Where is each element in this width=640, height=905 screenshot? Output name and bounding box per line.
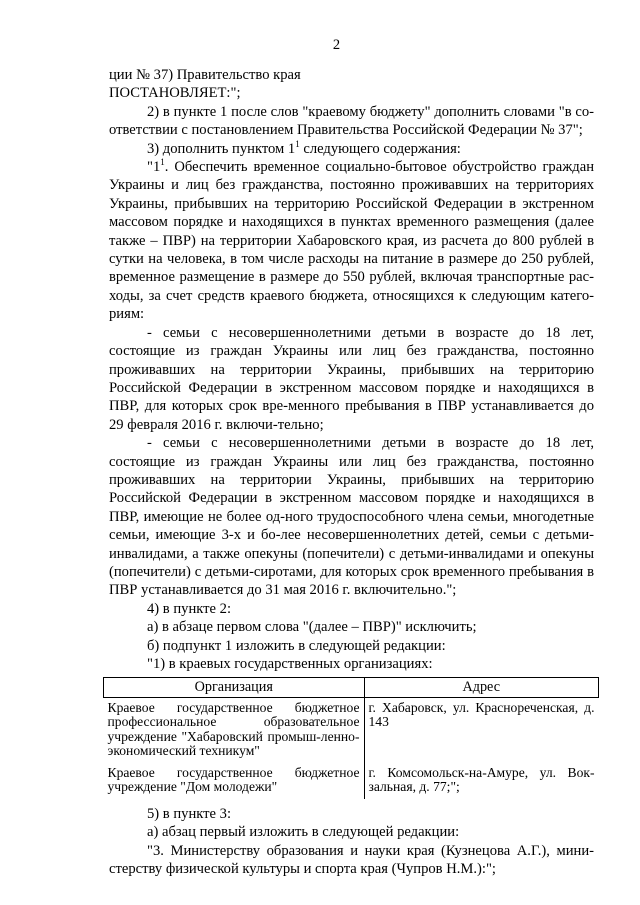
paragraph-2: 2) в пункте 1 после слов "краевому бюджету" дополнить словами "в со-ответствии с постановлением Правительства Российской Федерации № 37"; [109, 103, 594, 139]
paragraph-1-1: "$1^1$. Обеспечить временное социально-бытовое обустройство граждан Украины и лиц без гражданства, постоянно проживавших на территориях Украины, прибывших на территорию Российской Федерации в экстренном массовом порядке и находящихся в пунктах временного размещения (далее также – ПВР) на территории Хабаровского края, из расчета до 800 рублей в сутки на человека, в том числе расходы на питание в размере до 250 рублей, временное размещение в размере до 550 рублей, включая транспортные рас-ходы, за счет средств краевого бюджета, относящихся к следующим катего-риям: [109, 157, 594, 323]
table-header-row [104, 678, 599, 698]
paragraph-5a: а) абзац первый изложить в следующей редакции: [147, 824, 460, 841]
column-header-organization: Организация [104, 678, 365, 698]
paragraph-5: 5) в пункте 3: [147, 805, 232, 822]
paragraph-4: 4) в пункте 2: [147, 600, 232, 617]
page-number: 2 [332, 37, 341, 53]
text-line: ции № 37) Правительство края [109, 67, 301, 83]
table-row [104, 763, 599, 799]
superscript: 1 [295, 138, 300, 149]
list-item: - семьи с несовершеннолетними детьми в возрасте до 18 лет, состоящие из граждан Украины или лиц без гражданства, постоянно проживавших на территории Украины, прибывших на территорию Российской Федерации в экстренном массовом порядке и находящихся в ПВР, имеющие не более од-ного трудоспособного члена семьи, многодетные семьи, имеющие 3-х и бо-лее несовершеннолетних детей, семьи с детьми-инвалидами, а также опекуны (попечители) с детьми-инвалидами и опекуны (попечители) с детьми-сиротами, для которых срок временного пребывания в ПВР устанавливается до 31 мая 2016 г. включительно."; [109, 435, 594, 599]
list-item: - семьи с несовершеннолетними детьми в возрасте до 18 лет, состоящие из граждан Украины или лиц без гражданства, постоянно проживавших на территории Украины, прибывших на территорию Российской Федерации в экстренном массовом порядке и находящихся в ПВР, для которых срок вре-менного пребывания в ПВР устанавливается до 29 февраля 2016 г. включи-тельно; [109, 324, 594, 433]
paragraph-5-quote: "3. Министерству образования и науки края (Кузнецова А.Г.), мини-стерству физической культуры и спорта края (Чупров Н.М.):"; [109, 842, 594, 878]
address-cell: г. Комсомольск-на-Амуре, ул. Вок-зальная, д. 77;"; [364, 763, 599, 799]
superscript: 1 [160, 157, 165, 168]
organization-cell: Краевое государственное бюджетное учреждение "Дом молодежи" [107, 764, 360, 795]
organization-cell: Краевое государственное бюджетное профессиональное образовательное учреждение "Хабаровский промыш-ленно-экономический техникум" [107, 699, 360, 759]
paragraph-4b-quote: "1) в краевых государственных организациях: [147, 656, 433, 672]
table-row [104, 697, 599, 763]
column-header-address: Адрес [364, 678, 599, 698]
address-cell: г. Хабаровск, ул. Краснореченская, д. 143 [364, 697, 599, 763]
paragraph-3: 3) дополнить пунктом $1^1$ следующего содержания: [147, 138, 461, 157]
organizations-table [103, 677, 599, 799]
paragraph-4b: б) подпункт 1 изложить в следующей редакции: [147, 637, 446, 654]
paragraph-4a: а) в абзаце первом слова "(далее – ПВР)" исключить; [147, 619, 477, 636]
text-line: ПОСТАНОВЛЯЕТ:"; [109, 85, 241, 102]
